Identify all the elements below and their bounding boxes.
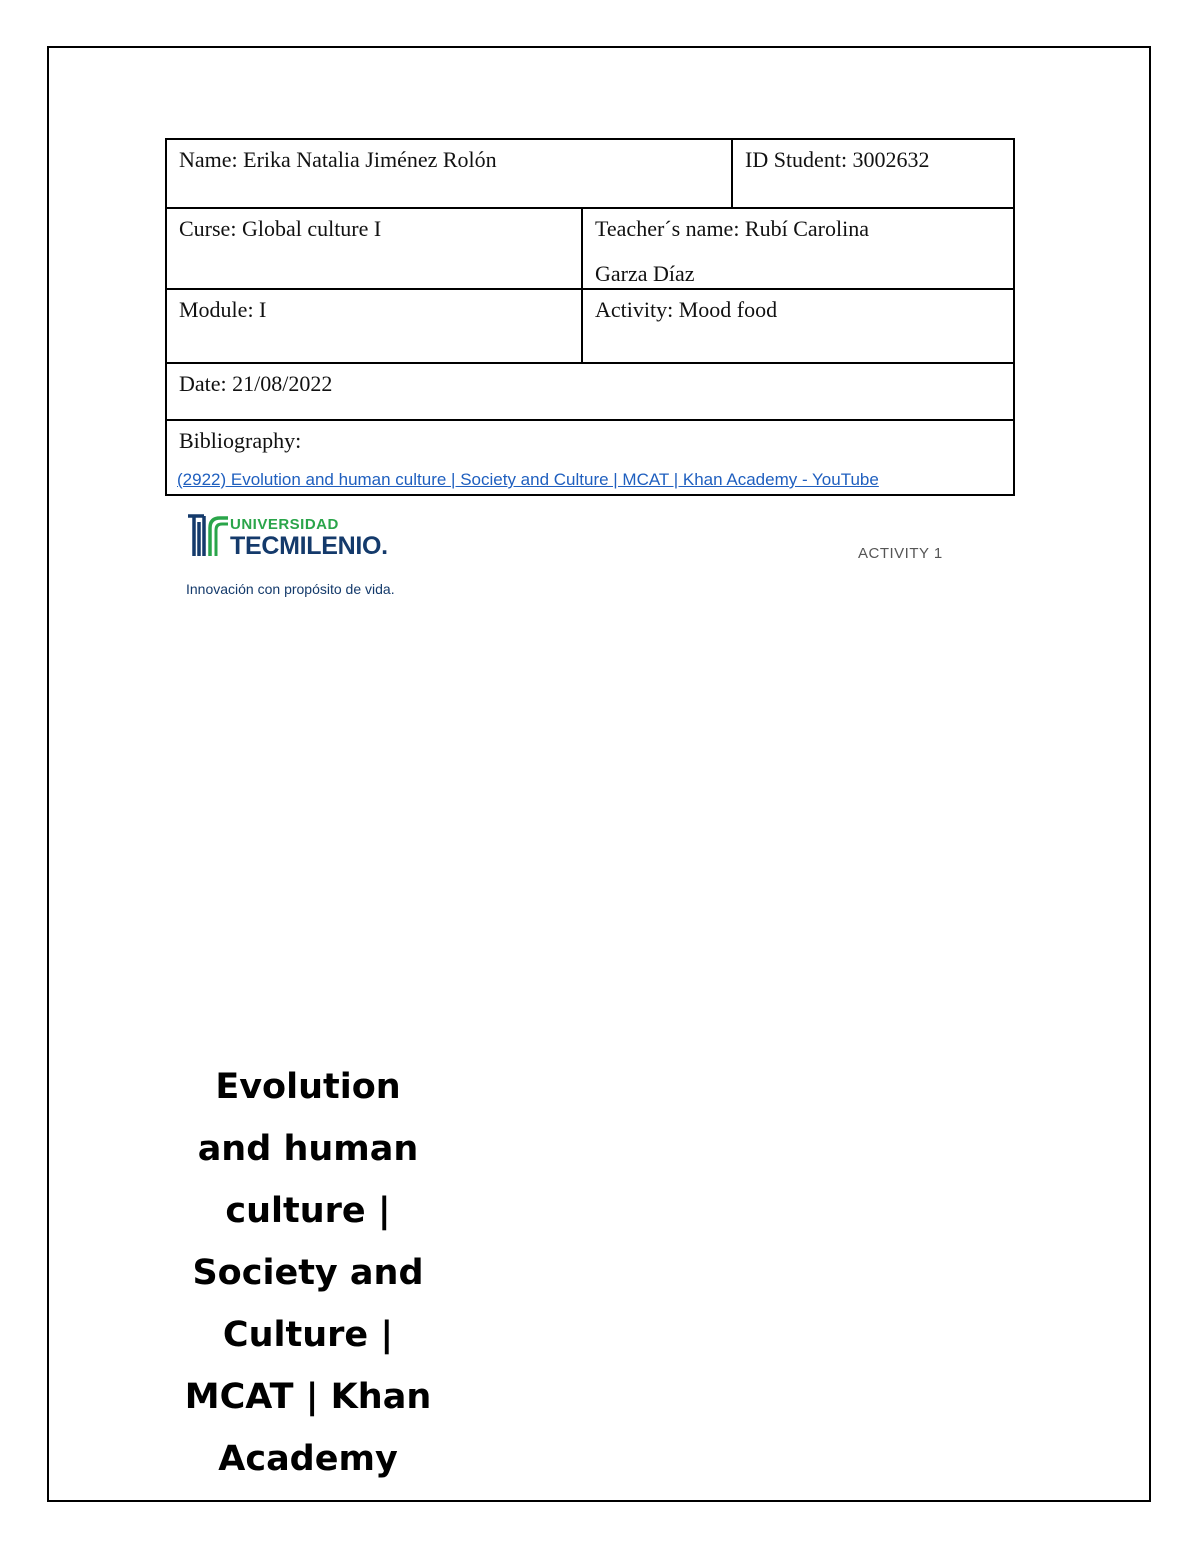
name-cell bbox=[165, 138, 733, 209]
activity-cell bbox=[581, 288, 1015, 364]
course-name: Curse: Global culture I bbox=[179, 216, 382, 241]
teacher-name-line2: Garza Díaz bbox=[595, 261, 695, 286]
student-id: ID Student: 3002632 bbox=[745, 147, 930, 172]
student-name: Name: Erika Natalia Jiménez Rolón bbox=[179, 147, 497, 172]
logo-tagline: Innovación con propósito de vida. bbox=[186, 581, 395, 597]
document-title: Evolution and human culture | Society and Culture | MCAT | Khan Academy bbox=[184, 1067, 432, 1479]
module-value: Module: I bbox=[179, 297, 267, 322]
date-value: Date: 21/08/2022 bbox=[179, 371, 333, 396]
id-cell bbox=[731, 138, 1015, 209]
date-cell bbox=[165, 362, 1015, 421]
bibliography-link[interactable]: (2922) Evolution and human culture | Society and Culture | MCAT | Khan Academy - YouTube bbox=[177, 470, 879, 489]
module-cell bbox=[165, 288, 583, 364]
logo-line1: UNIVERSIDAD bbox=[230, 516, 339, 533]
teacher-cell bbox=[581, 207, 1015, 290]
bibliography-label: Bibliography: bbox=[179, 428, 302, 453]
tecmilenio-mark-icon bbox=[186, 512, 230, 562]
logo-line2: TECMILENIO. bbox=[230, 532, 388, 560]
course-cell bbox=[165, 207, 583, 290]
teacher-name-line1: Teacher´s name: Rubí Carolina bbox=[595, 216, 869, 241]
activity-number-label: ACTIVITY 1 bbox=[858, 545, 943, 562]
activity-value: Activity: Mood food bbox=[595, 297, 778, 322]
